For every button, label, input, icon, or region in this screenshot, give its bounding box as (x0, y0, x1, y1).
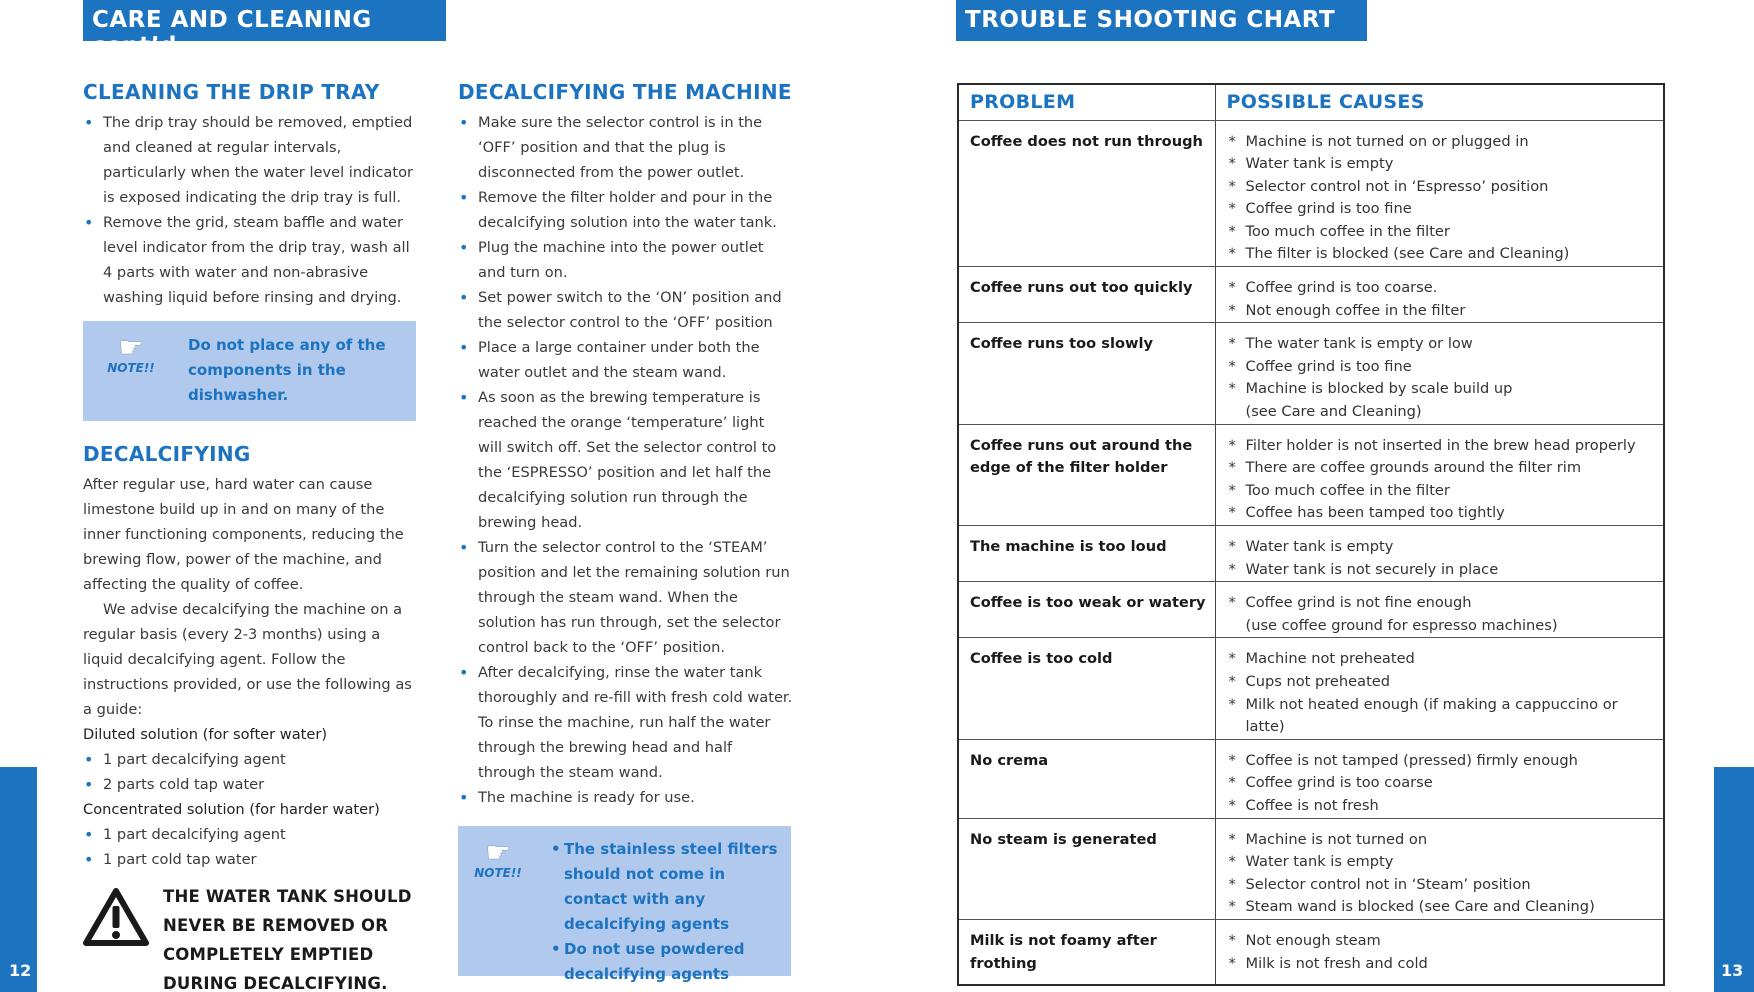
table-row (958, 919, 1664, 985)
cause-item (1229, 851, 1656, 874)
note-text: Do not place any of the components in the dishwasher. (188, 336, 386, 404)
cause-item (1229, 300, 1656, 323)
column-header-problem: PROBLEM (958, 84, 1215, 120)
note-box-decalcifying-agents (458, 826, 791, 983)
cause-text: Coffee grind is too fine (1245, 200, 1412, 218)
concentrated-solution-title: Concentrated solution (for harder water) (83, 801, 380, 818)
cause-item (1229, 277, 1656, 300)
asterisk-icon: * (1228, 875, 1236, 893)
cause-item (1229, 772, 1656, 795)
cause-item (1229, 750, 1656, 773)
table-row (958, 424, 1664, 525)
list-item: • 1 part cold tap water (83, 847, 418, 872)
cause-item (1229, 457, 1656, 480)
list-item: • 1 part decalcifying agent (83, 747, 418, 772)
cause-text: Milk is not fresh and cold (1245, 954, 1428, 972)
problem-cell: No crema (958, 739, 1215, 818)
causes-cell (1215, 267, 1664, 323)
cause-text: Water tank is empty (1245, 538, 1394, 555)
causes-cell (1215, 739, 1664, 818)
cause-item (1229, 559, 1656, 582)
list-item: • Plug the machine into the power outlet and turn on. (458, 235, 793, 285)
page-header-trouble-shooting: TROUBLE SHOOTING CHART (956, 0, 1367, 41)
cause-item (1229, 930, 1656, 953)
cause-text: Not enough coffee in the filter (1245, 301, 1466, 319)
causes-cell (1215, 526, 1664, 582)
cause-item (1229, 896, 1656, 919)
table-row (958, 818, 1664, 919)
asterisk-icon: * (1228, 672, 1236, 690)
problem-cell: Milk is not foamy after frothing (958, 919, 1215, 985)
asterisk-icon: * (1228, 155, 1236, 173)
cause-item (1229, 153, 1656, 176)
problem-cell: Coffee is too cold (958, 638, 1215, 739)
asterisk-icon: * (1228, 436, 1236, 454)
table-row (958, 739, 1664, 818)
cause-text: Coffee grind is not fine enough (use coffee ground for espresso machines) (1245, 594, 1558, 634)
cause-text: Machine is blocked by scale build up (see Care and Cleaning) (1245, 380, 1513, 421)
asterisk-icon: * (1228, 594, 1236, 612)
causes-cell (1215, 638, 1664, 739)
water-tank-warning (83, 882, 418, 992)
causes-cell (1215, 323, 1664, 424)
section-title-decalcifying: DECALCIFYING (83, 442, 251, 466)
cause-item (1229, 874, 1656, 897)
page-number-bar-right (1714, 767, 1754, 992)
cause-text: Coffee grind is too fine (1245, 357, 1412, 375)
cause-item (1229, 356, 1656, 379)
cause-text: Milk not heated enough (if making a cappuccino or latte) (1245, 695, 1618, 736)
asterisk-icon: * (1228, 695, 1236, 713)
asterisk-icon: * (1228, 560, 1236, 578)
left-column-2 (458, 78, 793, 983)
cause-text: Machine is not turned on or plugged in (1245, 132, 1529, 150)
cause-text: Selector control not in ‘Steam’ position (1245, 875, 1531, 893)
cause-item (1229, 198, 1656, 221)
asterisk-icon: * (1228, 357, 1236, 375)
trouble-shooting-table (957, 83, 1665, 986)
cause-text: Water tank is empty (1245, 155, 1394, 173)
cause-text: Not enough steam (1245, 931, 1381, 949)
asterisk-icon: * (1228, 222, 1236, 240)
asterisk-icon: * (1228, 279, 1236, 297)
column-header-causes: POSSIBLE CAUSES (1215, 84, 1664, 120)
cause-text: Steam wand is blocked (see Care and Cleaning) (1245, 898, 1595, 916)
cause-item (1229, 829, 1656, 852)
cause-item (1229, 131, 1656, 154)
cause-text: Cups not preheated (1245, 672, 1391, 690)
asterisk-icon: * (1228, 538, 1236, 555)
asterisk-icon: * (1228, 830, 1236, 848)
cause-item (1229, 671, 1656, 694)
cause-item (1229, 480, 1656, 503)
note-box-dishwasher (83, 321, 416, 421)
list-item: • Remove the grid, steam baffle and water level indicator from the drip tray, wash all 4 parts with water and non-abrasive washing liquid before rinsing and drying. (83, 210, 418, 310)
asterisk-icon: * (1228, 380, 1236, 398)
list-item: • Set power switch to the ‘ON’ position and the selector control to the ‘OFF’ position (458, 285, 793, 335)
list-item: • Turn the selector control to the ‘STEAM’ position and let the remaining solution run through the steam wand. When the solution has run through, set the selector control back to the ‘OFF’ position. (458, 535, 793, 660)
cause-item (1229, 648, 1656, 671)
list-item: • Make sure the selector control is in the ‘OFF’ position and that the plug is disconnected from the power outlet. (458, 110, 793, 185)
cause-text: Coffee has been tamped too tightly (1245, 504, 1505, 522)
list-item: • Place a large container under both the water outlet and the steam wand. (458, 335, 793, 385)
table-row (958, 120, 1664, 267)
asterisk-icon: * (1228, 751, 1236, 769)
list-item: • The drip tray should be removed, emptied and cleaned at regular intervals, particularly when the water level indicator is exposed indicating the drip tray is full. (83, 110, 418, 210)
decalcifying-steps-list (458, 110, 793, 810)
cause-item (1229, 243, 1656, 266)
causes-cell (1215, 120, 1664, 267)
note-icon-group (468, 836, 528, 880)
asterisk-icon: * (1228, 200, 1236, 218)
cause-text: The filter is blocked (see Care and Cleaning) (1245, 245, 1570, 263)
note-label: NOTE!! (474, 866, 522, 880)
concentrated-solution-list (83, 822, 418, 872)
drip-tray-list (83, 110, 418, 310)
asterisk-icon: * (1228, 481, 1236, 499)
cause-item (1229, 378, 1656, 423)
cause-text: Machine is not turned on (1245, 830, 1428, 848)
asterisk-icon: * (1228, 132, 1236, 150)
list-item: • The machine is ready for use. (458, 785, 793, 810)
table-row (958, 526, 1664, 582)
cause-text: Water tank is empty (1245, 853, 1394, 871)
list-item: • 1 part decalcifying agent (83, 822, 418, 847)
warning-line: COMPLETELY EMPTIED (163, 945, 374, 964)
left-column-1 (83, 78, 418, 992)
cause-item (1229, 592, 1656, 637)
table-row (958, 638, 1664, 739)
page-header-care-cleaning: CARE AND CLEANING cont’d (83, 0, 446, 41)
cause-item (1229, 502, 1656, 525)
table-header-row (958, 84, 1664, 120)
asterisk-icon: * (1228, 650, 1236, 668)
pointing-hand-icon: ☛ (485, 836, 511, 869)
table-body (958, 120, 1664, 985)
cause-item (1229, 694, 1656, 739)
list-item: • Remove the filter holder and pour in the decalcifying solution into the water tank. (458, 185, 793, 235)
cause-text: Coffee is not fresh (1245, 796, 1379, 814)
asterisk-icon: * (1228, 245, 1236, 263)
problem-cell: Coffee does not run through (958, 120, 1215, 267)
decalcifying-paragraph-1: After regular use, hard water can cause limestone build up in and on many of the inner functioning components, reducing the brewing flow, power of the machine, and affecting the quality of coffee. (83, 476, 404, 593)
asterisk-icon: * (1228, 954, 1236, 972)
cause-text: Water tank is not securely in place (1245, 560, 1499, 578)
section-title-drip-tray: CLEANING THE DRIP TRAY (83, 80, 380, 104)
asterisk-icon: * (1228, 853, 1236, 871)
cause-item (1229, 536, 1656, 559)
cause-text: Coffee grind is too coarse. (1245, 279, 1438, 297)
causes-cell (1215, 582, 1664, 638)
asterisk-icon: * (1228, 774, 1236, 792)
warning-line: NEVER BE REMOVED OR (163, 916, 389, 935)
page-number: 13 (1721, 961, 1744, 980)
warning-line: DURING DECALCIFYING. (163, 974, 388, 992)
problem-cell: The machine is too loud (958, 526, 1215, 582)
list-item: • The stainless steel filters should not come in contact with any decalcifying agents (551, 837, 781, 937)
problem-cell: Coffee runs out too quickly (958, 267, 1215, 323)
note-icon-group (101, 331, 161, 375)
pointing-hand-icon: ☛ (118, 331, 144, 364)
table-row (958, 582, 1664, 638)
list-item: • Do not use powdered decalcifying agents (551, 937, 781, 987)
asterisk-icon: * (1228, 459, 1236, 477)
cause-text: Coffee grind is too coarse (1245, 774, 1433, 792)
asterisk-icon: * (1228, 177, 1236, 195)
list-item: • 2 parts cold tap water (83, 772, 418, 797)
list-item: • After decalcifying, rinse the water tank thoroughly and re-fill with fresh cold water. To rinse the machine, run half the water through the brewing head and half through the steam wand. (458, 660, 793, 785)
cause-text: Selector control not in ‘Espresso’ position (1245, 177, 1549, 195)
table-row (958, 267, 1664, 323)
list-item: • As soon as the brewing temperature is reached the orange ‘temperature’ light will switch off. Set the selector control to the ‘ESPRESSO’ position and let half the decalcifying solution run through the brewing head. (458, 385, 793, 535)
causes-cell (1215, 919, 1664, 985)
diluted-solution-title: Diluted solution (for softer water) (83, 726, 328, 743)
problem-cell: Coffee is too weak or watery (958, 582, 1215, 638)
cause-item (1229, 333, 1656, 356)
problem-cell: Coffee runs too slowly (958, 323, 1215, 424)
asterisk-icon: * (1228, 504, 1236, 522)
cause-item (1229, 221, 1656, 244)
warning-line: THE WATER TANK SHOULD (163, 887, 412, 906)
causes-cell (1215, 818, 1664, 919)
cause-item (1229, 953, 1656, 976)
note-list (551, 837, 781, 987)
causes-cell (1215, 424, 1664, 525)
cause-text: Too much coffee in the filter (1245, 481, 1450, 499)
page-number-bar-left (0, 767, 37, 992)
asterisk-icon: * (1228, 898, 1236, 916)
cause-text: Machine not preheated (1245, 650, 1415, 668)
cause-item (1229, 176, 1656, 199)
cause-item (1229, 795, 1656, 818)
cause-text: Too much coffee in the filter (1245, 222, 1450, 240)
cause-text: There are coffee grounds around the filter rim (1245, 459, 1582, 477)
diluted-solution-list (83, 747, 418, 797)
asterisk-icon: * (1228, 301, 1236, 319)
cause-text: Coffee is not tamped (pressed) firmly enough (1245, 751, 1578, 769)
decalcifying-paragraph-2: We advise decalcifying the machine on a regular basis (every 2-3 months) using a liquid decalcifying agent. Follow the instructions provided, or use the following as a guide: (83, 601, 412, 718)
table-row (958, 323, 1664, 424)
cause-text: The water tank is empty or low (1245, 335, 1473, 353)
problem-cell: No steam is generated (958, 818, 1215, 919)
asterisk-icon: * (1228, 335, 1236, 353)
asterisk-icon: * (1228, 796, 1236, 814)
section-title-decalcifying-machine: DECALCIFYING THE MACHINE (458, 80, 792, 104)
asterisk-icon: * (1228, 931, 1236, 949)
note-label: NOTE!! (107, 361, 155, 375)
warning-triangle-icon (83, 888, 149, 946)
cause-item (1229, 435, 1656, 458)
page-number: 12 (9, 961, 32, 980)
cause-text: Filter holder is not inserted in the brew head properly (1245, 436, 1636, 454)
problem-cell: Coffee runs out around the edge of the filter holder (958, 424, 1215, 525)
